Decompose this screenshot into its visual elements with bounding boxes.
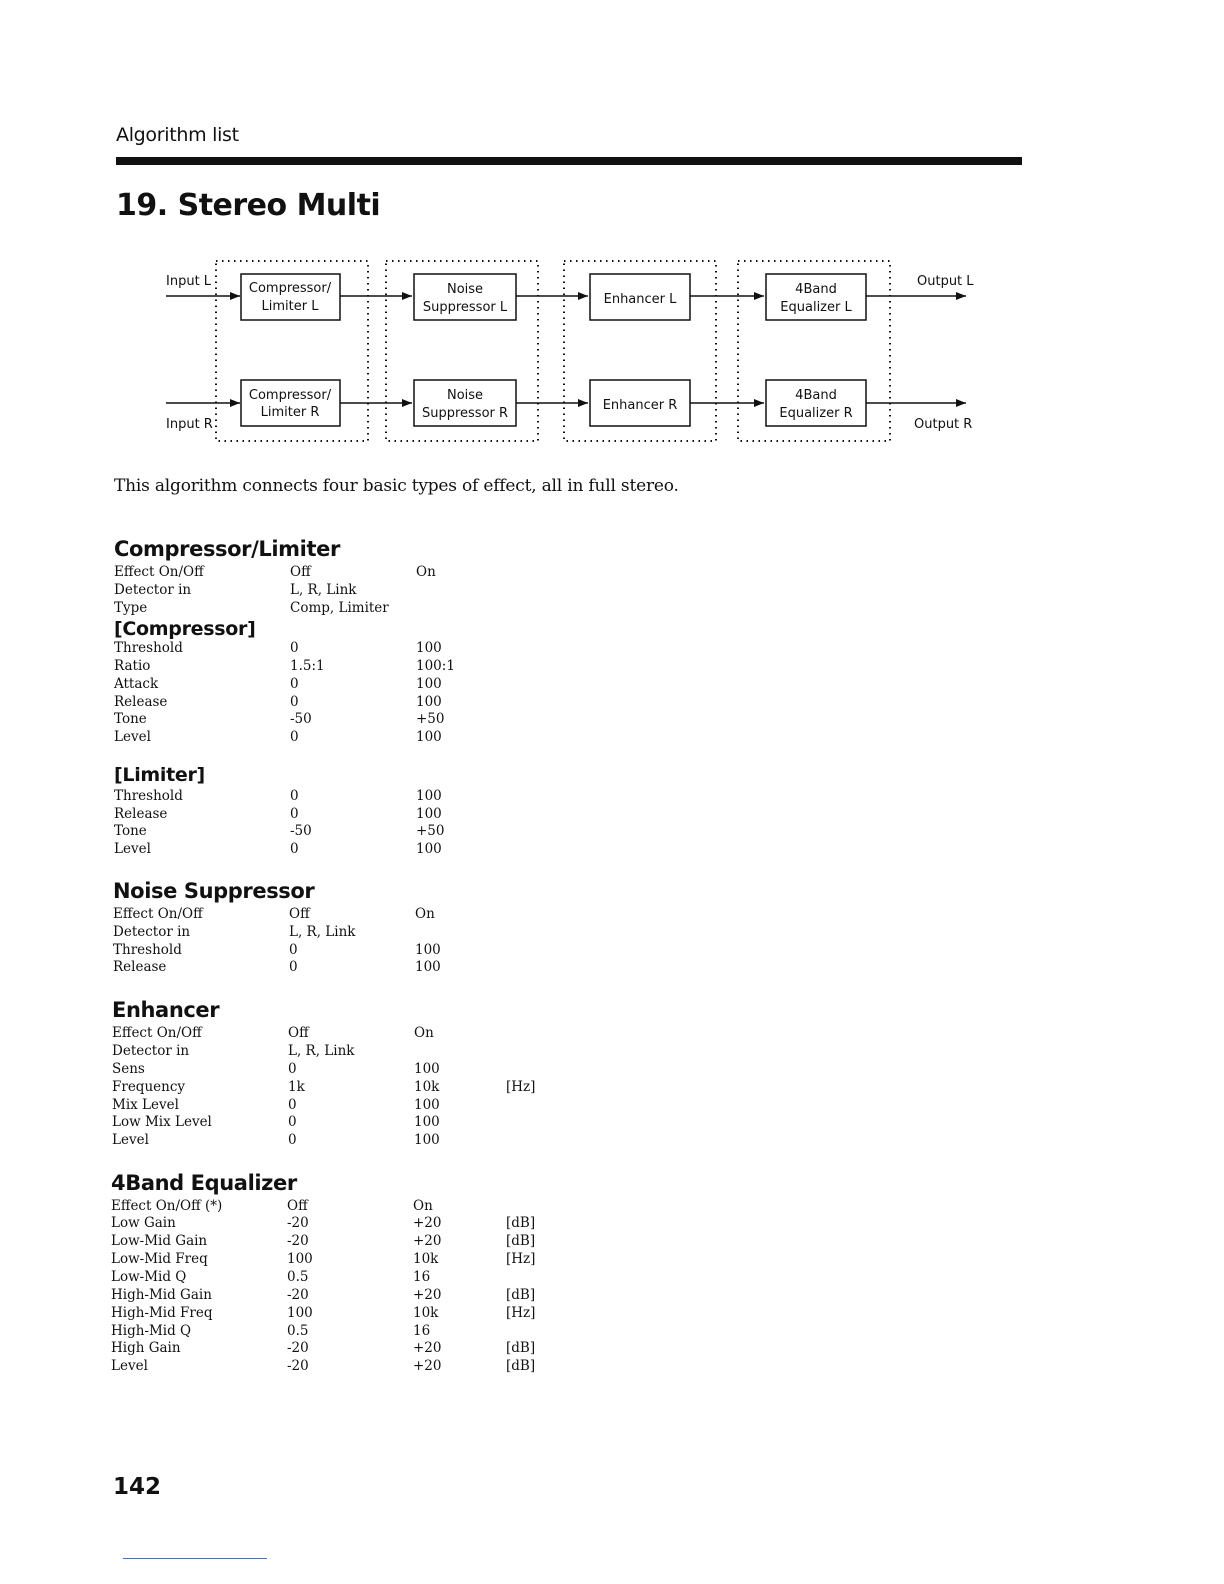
param-max: 100	[414, 1132, 440, 1148]
param-max: 10k	[413, 1305, 439, 1321]
param-max: +20	[413, 1215, 442, 1231]
signal-flow-diagram	[150, 250, 1000, 450]
param-name: Detector in	[112, 1043, 190, 1059]
param-name: Low Mix Level	[112, 1114, 212, 1130]
param-unit: [dB]	[506, 1358, 536, 1374]
footer-line	[123, 1558, 267, 1559]
param-max: 100:1	[416, 658, 455, 674]
param-name: Low-Mid Q	[111, 1269, 187, 1285]
compressor-limiter-l-label-2: Limiter L	[261, 299, 319, 314]
equalizer-l-label-1: 4Band	[795, 282, 837, 297]
param-name: Effect On/Off	[112, 1025, 202, 1041]
param-min: 0	[290, 841, 299, 857]
section-heading-compressor-limiter: Compressor/Limiter	[114, 537, 340, 561]
param-max: 100	[416, 788, 442, 804]
param-max: 100	[415, 942, 441, 958]
param-max: 100	[416, 729, 442, 745]
param-max: 16	[413, 1323, 431, 1339]
param-min: 0	[290, 806, 299, 822]
param-min: L, R, Link	[289, 924, 356, 940]
param-name: Level	[114, 729, 151, 745]
param-max: 100	[416, 694, 442, 710]
param-min: 0	[290, 729, 299, 745]
param-min: L, R, Link	[290, 582, 357, 598]
param-max: 100	[416, 806, 442, 822]
param-name: High Gain	[111, 1340, 181, 1356]
param-min: 0.5	[287, 1323, 309, 1339]
param-min: 0	[290, 676, 299, 692]
param-min: -50	[290, 823, 312, 839]
param-min: 100	[287, 1251, 313, 1267]
param-max: +20	[413, 1287, 442, 1303]
compressor-limiter-r-label-2: Limiter R	[260, 405, 320, 420]
output-l-label: Output L	[917, 274, 974, 289]
param-name: Tone	[114, 711, 147, 727]
param-name: Effect On/Off (*)	[111, 1198, 223, 1214]
equalizer-r-label-2: Equalizer R	[779, 406, 853, 421]
section-heading-noise-suppressor: Noise Suppressor	[113, 879, 315, 903]
param-min: Off	[287, 1198, 308, 1214]
param-name: Detector in	[113, 924, 191, 940]
param-max: 10k	[414, 1079, 440, 1095]
param-name: High-Mid Freq	[111, 1305, 213, 1321]
param-max: 100	[416, 841, 442, 857]
param-max: 100	[414, 1114, 440, 1130]
param-min: 0	[289, 942, 298, 958]
param-name: Level	[111, 1358, 148, 1374]
param-name: Low-Mid Freq	[111, 1251, 208, 1267]
param-min: 0	[290, 640, 299, 656]
noise-suppressor-r-label-2: Suppressor R	[421, 406, 509, 421]
input-r-label: Input R	[166, 417, 213, 432]
param-max: On	[416, 564, 436, 580]
param-min: 1.5:1	[290, 658, 325, 674]
param-max: +20	[413, 1340, 442, 1356]
param-max: On	[413, 1198, 433, 1214]
header-rule	[116, 157, 1022, 165]
param-name: Threshold	[114, 640, 183, 656]
param-name: Tone	[114, 823, 147, 839]
param-name: Effect On/Off	[114, 564, 204, 580]
compressor-limiter-l-label-1: Compressor/	[248, 281, 332, 296]
param-min: -50	[290, 711, 312, 727]
section-heading-enhancer: Enhancer	[112, 998, 220, 1022]
param-min: L, R, Link	[288, 1043, 355, 1059]
param-max: 100	[415, 959, 441, 975]
param-name: Ratio	[114, 658, 151, 674]
param-name: Release	[113, 959, 167, 975]
param-max: On	[415, 906, 435, 922]
param-max: +50	[416, 711, 445, 727]
param-max: +20	[413, 1358, 442, 1374]
param-name: Mix Level	[112, 1097, 179, 1113]
param-min: 0	[288, 1061, 297, 1077]
param-max: 10k	[413, 1251, 439, 1267]
param-name: High-Mid Gain	[111, 1287, 212, 1303]
param-min: 1k	[288, 1079, 305, 1095]
param-unit: [Hz]	[506, 1305, 536, 1321]
param-max: 16	[413, 1269, 431, 1285]
param-name: High-Mid Q	[111, 1323, 192, 1339]
param-min: 0	[288, 1114, 297, 1130]
enhancer-l-label: Enhancer L	[603, 292, 677, 307]
param-name: Low Gain	[111, 1215, 176, 1231]
param-name: Level	[114, 841, 151, 857]
param-min: Off	[290, 564, 311, 580]
subsection-heading-compressor: [Compressor]	[114, 618, 256, 640]
equalizer-r-label-1: 4Band	[795, 388, 837, 403]
param-unit: [dB]	[506, 1340, 536, 1356]
param-name: Threshold	[114, 788, 183, 804]
param-min: 100	[287, 1305, 313, 1321]
param-max: 100	[416, 640, 442, 656]
param-max: 100	[414, 1061, 440, 1077]
param-min: -20	[287, 1340, 309, 1356]
param-min: 0	[289, 959, 298, 975]
param-name: Attack	[114, 676, 159, 692]
param-min: Off	[288, 1025, 309, 1041]
noise-suppressor-l-label-1: Noise	[446, 282, 484, 297]
input-l-label: Input L	[166, 274, 212, 289]
param-min: Off	[289, 906, 310, 922]
noise-suppressor-l-label-2: Suppressor L	[422, 300, 508, 315]
subsection-heading-limiter: [Limiter]	[114, 764, 205, 786]
page-title: 19. Stereo Multi	[116, 188, 381, 223]
page-number: 142	[113, 1474, 162, 1500]
param-unit: [dB]	[506, 1215, 536, 1231]
param-min: 0	[290, 694, 299, 710]
param-max: On	[414, 1025, 434, 1041]
param-name: Effect On/Off	[113, 906, 203, 922]
algorithm-description: This algorithm connects four basic types of effect, all in full stereo.	[114, 476, 679, 496]
param-name: Type	[114, 600, 148, 616]
param-name: Detector in	[114, 582, 192, 598]
compressor-limiter-r-label-1: Compressor/	[248, 388, 332, 403]
param-name: Release	[114, 694, 168, 710]
param-unit: [Hz]	[506, 1251, 536, 1267]
param-min: -20	[287, 1287, 309, 1303]
param-min: -20	[287, 1215, 309, 1231]
param-max: +20	[413, 1233, 442, 1249]
param-name: Sens	[112, 1061, 145, 1077]
param-min: -20	[287, 1358, 309, 1374]
param-min: -20	[287, 1233, 309, 1249]
param-unit: [Hz]	[506, 1079, 536, 1095]
param-name: Frequency	[112, 1079, 186, 1095]
running-header: Algorithm list	[116, 124, 239, 146]
param-min: 0	[288, 1132, 297, 1148]
noise-suppressor-r-label-1: Noise	[446, 388, 484, 403]
param-max: 100	[414, 1097, 440, 1113]
equalizer-l-label-2: Equalizer L	[780, 300, 852, 315]
param-name: Low-Mid Gain	[111, 1233, 208, 1249]
param-unit: [dB]	[506, 1233, 536, 1249]
param-unit: [dB]	[506, 1287, 536, 1303]
param-max: 100	[416, 676, 442, 692]
param-name: Level	[112, 1132, 149, 1148]
param-max: +50	[416, 823, 445, 839]
param-min: 0.5	[287, 1269, 309, 1285]
param-min: 0	[288, 1097, 297, 1113]
param-name: Release	[114, 806, 168, 822]
enhancer-r-label: Enhancer R	[602, 398, 678, 413]
param-name: Threshold	[113, 942, 182, 958]
section-heading-4band-equalizer: 4Band Equalizer	[111, 1171, 297, 1195]
output-r-label: Output R	[914, 417, 973, 432]
param-min: Comp, Limiter	[290, 600, 389, 616]
param-min: 0	[290, 788, 299, 804]
